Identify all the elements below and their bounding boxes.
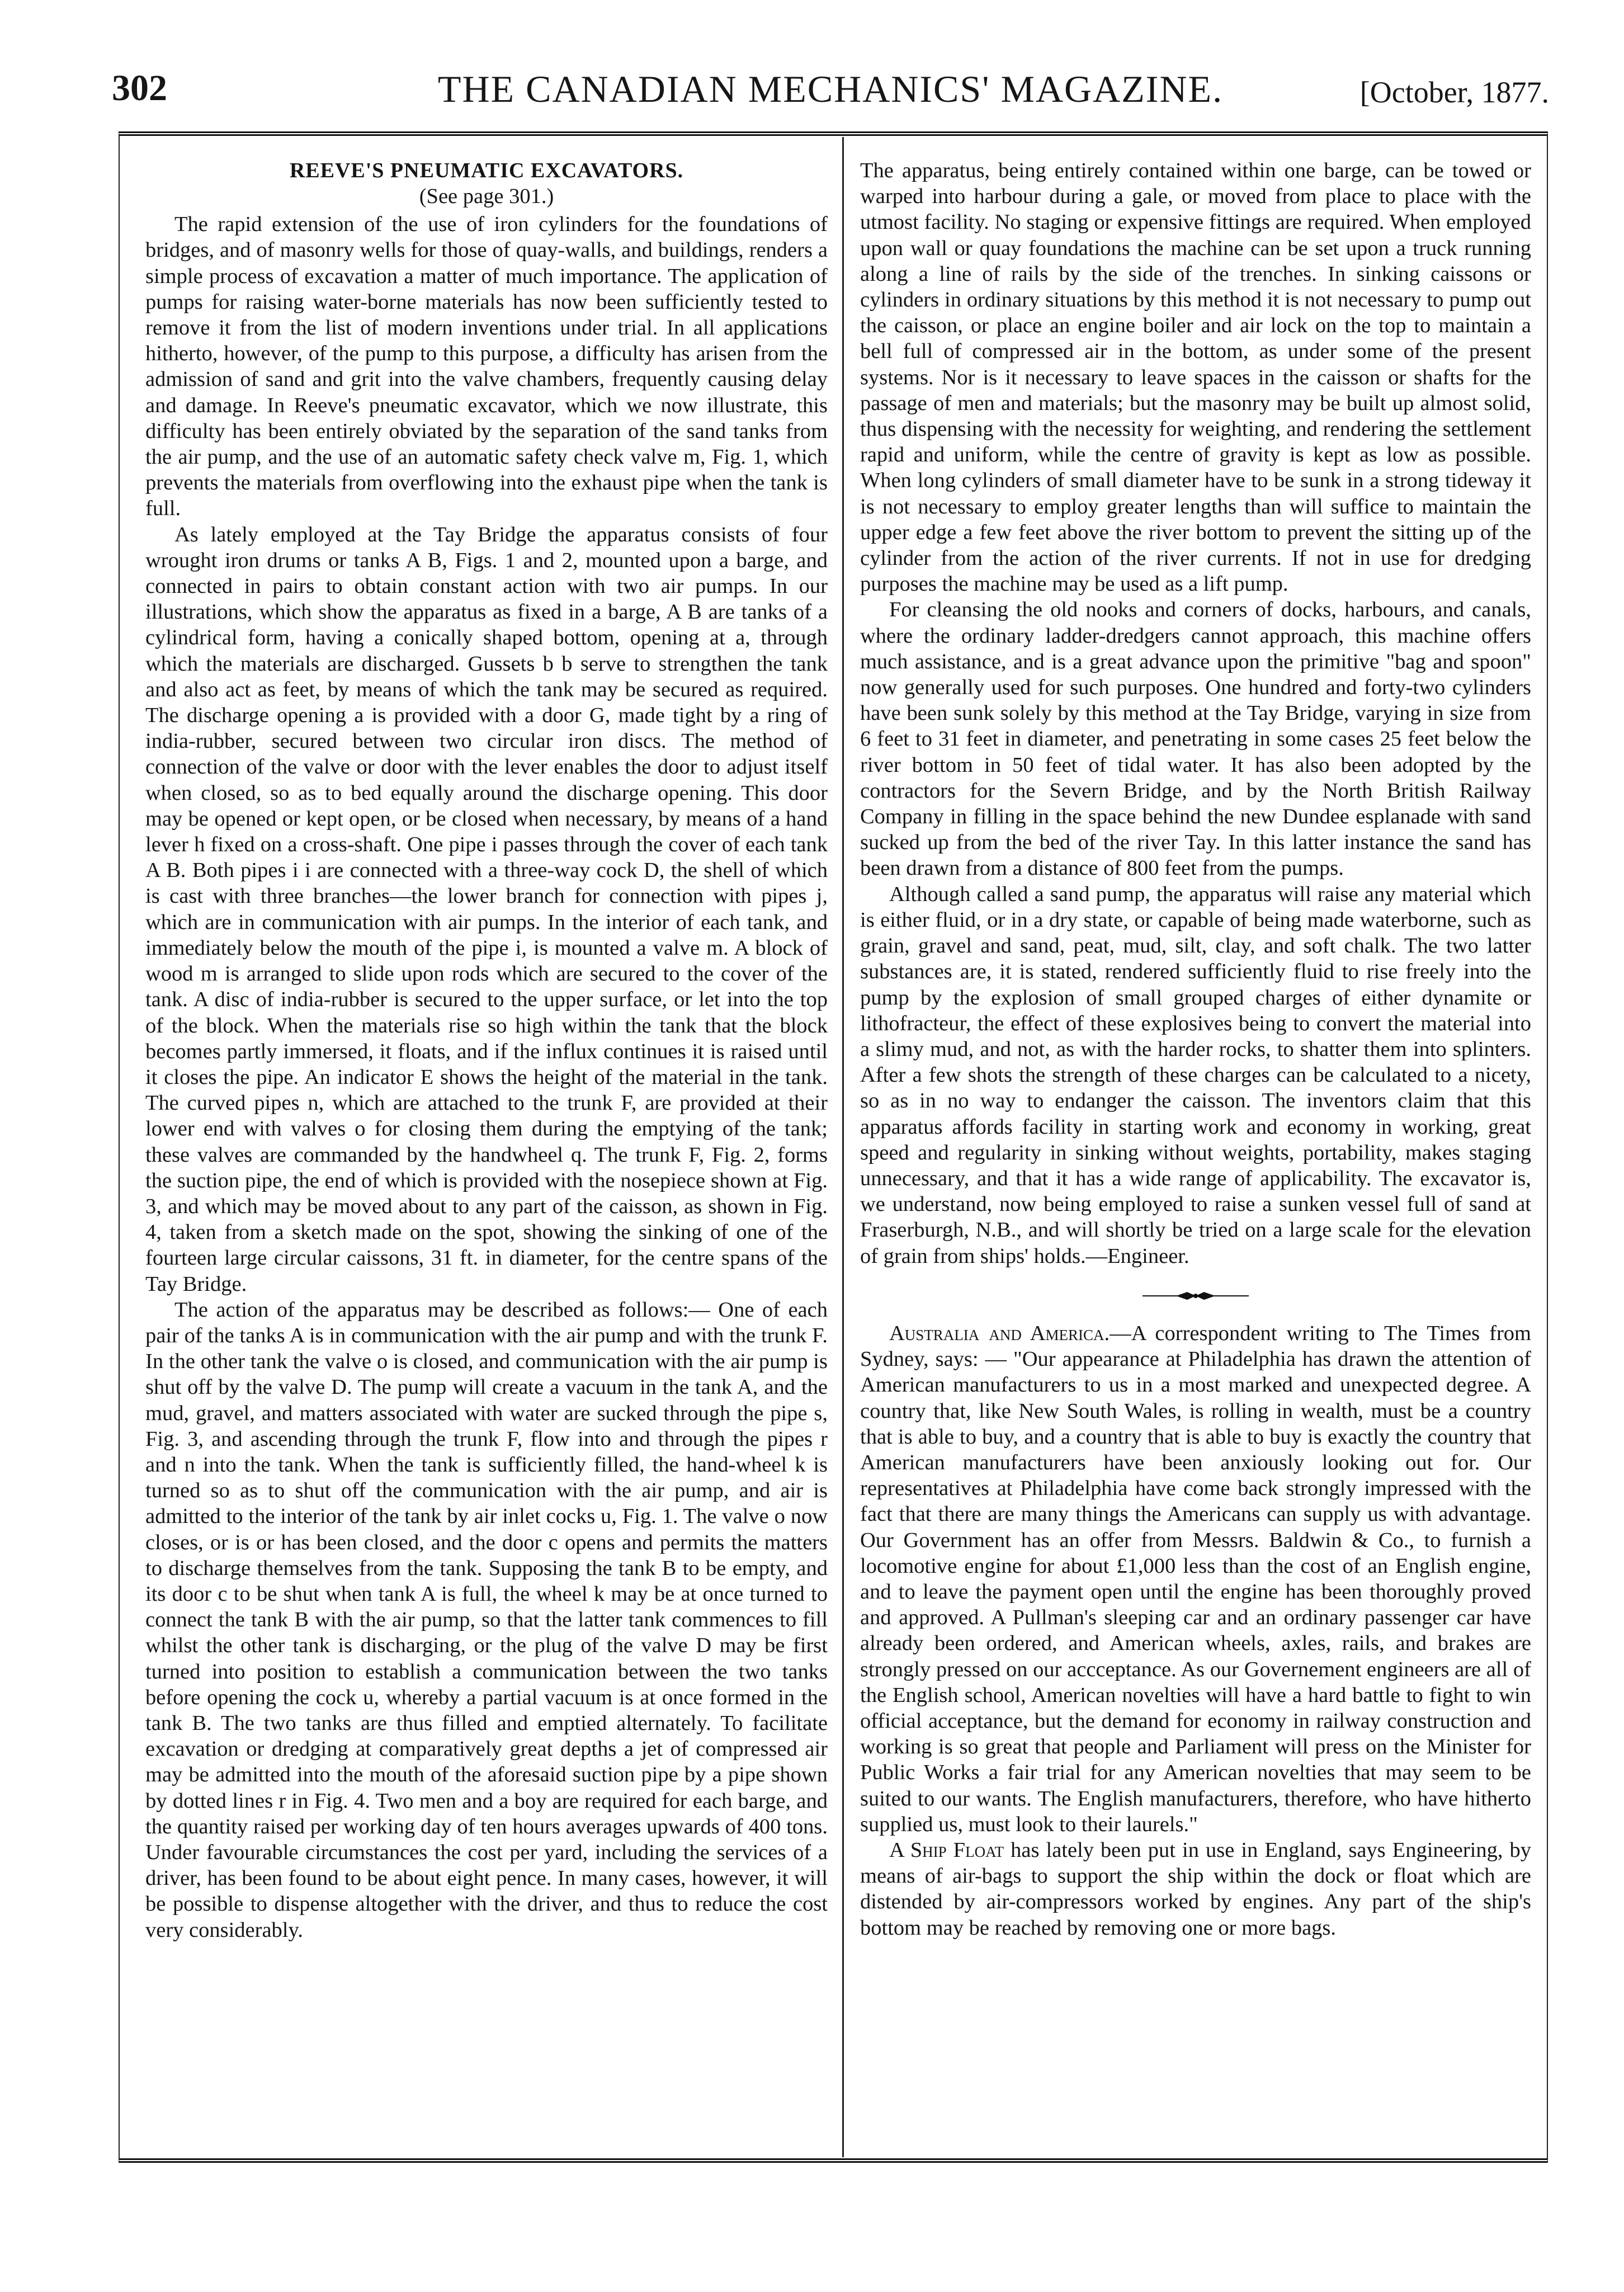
paragraph: For cleansing the old nooks and corners of docks, harbours, and canals, where the ordinary ladder-dredgers cannot approach, this machine offers much assistance, and is a great advance upon the primitive "bag and spoon" now generally used for such purposes. One hundred and forty-two cylinders have been sunk solely by this method at the Tay Bridge, varying in size from 6 feet to 31 feet in diameter, and penetrating in some cases 25 feet below the river bottom in 50 feet of tidal water. It has also been adopted by the contractors for the Severn Bridge, and by the North British Railway Company in filling in the space behind the new Dundee esplanade with sand sucked up from the bed of the river Tay. In this latter instance the sand has been drawn from a distance of 800 feet from the pumps. [860, 598, 1531, 880]
magazine-title: THE CANADIAN MECHANICS' MAGAZINE. [437, 68, 1224, 110]
page-number: 302 [112, 68, 167, 109]
column-divider [842, 137, 844, 2157]
right-column [860, 158, 1531, 1941]
section-ornament [860, 1282, 1531, 1308]
paragraph-body: has lately been put in use in England, says Engineering, by means of air-bags to support the ship within the dock or float which are distended by air-compressors worked by engines. Any part of the ship's bottom may be reached by removing one or more bags. [860, 1838, 1532, 1940]
paragraph-australia [860, 1321, 1531, 1837]
left-column [145, 158, 828, 1943]
paragraph: The apparatus, being entirely contained within one barge, can be towed or warped into harbour during a gale, or moved from place to place with the utmost facility. No staging or expensive fittings are required. When employed upon wall or quay foundations the machine can be set upon a truck running along a line of rails by the side of the trenches. In sinking caissons or cylinders in ordinary situations by this method it is not necessary to pump out the caisson, or place an engine boiler and air lock on the top to maintain a bell full of compressed air in the bottom, as under some of the present systems. Nor is it necessary to leave spaces in the caisson or shafts for the passage of men and materials; but the masonry may be built up almost solid, thus dispensing with the necessity for weighting, and rendering the settlement rapid and uniform, while the centre of gravity is kept as low as possible. When long cylinders of small diameter have to be sunk in a strong tideway it is not necessary to employ greater lengths than will suffice to maintain the upper edge a few feet above the river bottom to prevent the sitting up of the cylinder from the action of the river currents. If not in use for dredging purposes the machine may be used as a lift pump. [860, 159, 1531, 596]
paragraph: As lately employed at the Tay Bridge the apparatus consists of four wrought iron drums or tanks A B, Figs. 1 and 2, mounted upon a barge, and connected in pairs to obtain constant action with two air pumps. In our illustrations, which show the apparatus as fixed in a barge, A B are tanks of a cylindrical form, having a conically shaped bottom, opening at a, through which the materials are discharged. Gussets b b serve to strengthen the tank and also act as feet, by means of which the tank may be secured as required. The discharge opening a is provided with a door G, made tight by a ring of india-rubber, secured between two circular iron discs. The method of connection of the valve or door with the lever enables the door to adjust itself when closed, so as to bed equally around the discharge opening. This door may be opened or kept open, or be closed when necessary, by means of a hand lever h fixed on a cross-shaft. One pipe i passes through the cover of each tank A B. Both pipes i i are connected with a three-way cock D, the shell of which is cast with three branches—the lower branch for connection with pipes j, which are in communication with air pumps. In the interior of each tank, and immediately below the mouth of the pipe i, is mounted a valve m. A block of wood m is arranged to slide upon rods which are secured to the cover of the tank. A disc of india-rubber is secured to the upper surface, or let into the top of the block. When the materials rise so high within the tank that the block becomes partly immersed, it floats, and if the influx continues it is raised until it closes the pipe. An indicator E shows the height of the material in the tank. The curved pipes n, which are attached to the trunk F, are provided at their lower end with valves o for closing them during the emptying of the tank; these valves are commanded by the handwheel q. The trunk F, Fig. 2, forms the suction pipe, the end of which is provided with the nosepiece shown at Fig. 3, and which may be moved about to any part of the caisson, as shown in Fig. 4, taken from a sketch made on the spot, showing the sinking of one of the fourteen large circular caissons, 31 ft. in diameter, for the centre spans of the Tay Bridge. [145, 522, 828, 1296]
article-subtitle: (See page 301.) [419, 185, 554, 208]
paragraph: The rapid extension of the use of iron cylinders for the foundations of bridges, and of masonry wells for those of quay-walls, and buildings, renders a simple process of excavation a matter of much importance. The application of pumps for raising water-borne materials has now been sufficiently tested to remove it from the list of modern inventions under trial. In all applications hitherto, however, of the pump to this purpose, a difficulty has arisen from the admission of sand and grit into the valve chambers, frequently causing delay and damage. In Reeve's pneumatic excavator, which we now illustrate, this difficulty has been entirely obviated by the separation of the sand tanks from the air pump, and the use of an automatic safety check valve m, Fig. 1, which prevents the materials from overflowing into the exhaust pipe when the tank is full. [145, 213, 828, 521]
article-title: REEVE'S PNEUMATIC EXCAVATORS. [289, 159, 684, 182]
paragraph-lead: A Ship Float [889, 1838, 1004, 1862]
paragraph-body: —A correspondent writing to The Times from Sydney, says: — "Our appearance at Philadelphia has drawn the attention of American manufacturers to us in a most marked and unexpected degree. A country that, like New South Wales, is rolling in wealth, must be a country that is able to buy, and a country that is able to buy is exactly the country that American manufacturers have been anxiously looking out for. Our representatives at Philadelphia have come back strongly impressed with the fact that there are many things the Americans can supply us with advantage. Our Government has an offer from Messrs. Baldwin & Co., to furnish a locomotive engine for about £1,000 less than the cost of an English engine, and to leave the payment open until the engine has been thoroughly proved and approved. A Pullman's sleeping car and an ordinary passenger car have already been ordered, and American wheels, axles, rails, and brakes are strongly pressed on our accceptance. As our Governement engineers are all of the English school, American novelties will have a hard battle to fight to win official acceptance, but the demand for economy in railway construction and working is so great that people and Parliament will press on the Minister for Public Works a fair trial for any American novelties that may seem to be suited to our wants. The English manufacturers, therefore, who have hitherto supplied us, must look to their laurels." [860, 1321, 1532, 1836]
ornament-rule-icon [1143, 1290, 1249, 1302]
paragraph-lead: Australia and America. [889, 1321, 1110, 1345]
paragraph: Although called a sand pump, the apparatus will raise any material which is either fluid, or in a dry state, or capable of being made waterborne, such as grain, gravel and sand, peat, mud, silt, clay, and soft chalk. The two latter substances are, it is stated, rendered sufficiently fluid to rise freely into the pump by the explosion of small grouped charges of either dynamite or lithofracteur, the effect of these explosives being to convert the material into a slimy mud, and not, as with the harder rocks, to shatter them into splinters. After a few shots the strength of these charges can be calculated to a nicety, so as in no way to endanger the caisson. The inventors claim that this apparatus affords facility in starting work and economy in working, great speed and regularity in sinking without weights, portability, makes staging unnecessary, and that it has a wide range of applicability. The excavator is, we understand, now being employed to raise a sunken vessel full of sand at Fraserburgh, N.B., and will shortly be tried on a large scale for the elevation of grain from ships' holds.—Engineer. [860, 882, 1531, 1268]
issue-date: [October, 1877. [1359, 76, 1549, 109]
paragraph: The action of the apparatus may be described as follows:— One of each pair of the tanks A is in communication with the air pump and with the trunk F. In the other tank the valve o is closed, and communication with the air pump is shut off by the valve D. The pump will create a vacuum in the tank A, and the mud, gravel, and matters associated with water are sucked through the pipe s, Fig. 3, and ascending through the trunk F, flow into and through the pipes r and n into the tank. When the tank is sufficiently filled, the hand-wheel k is turned so as to shut off the communication with the air pump, and air is admitted to the interior of the tank by air inlet cocks u, Fig. 1. The valve o now closes, or is or has been closed, and the door c opens and permits the matters to discharge themselves from the tank. Supposing the tank B to be empty, and its door c to be shut when tank A is full, the wheel k may be at once turned to connect the tank B with the air pump, so that the latter tank commences to fill whilst the other tank is discharging, or the plug of the valve D may be first turned into position to establish a communication between the two tanks before opening the cock u, whereby a partial vacuum is at once formed in the tank B. The two tanks are thus filled and emptied alternately. To facilitate excavation or dredging at comparatively great depths a jet of compressed air may be admitted into the mouth of the aforesaid suction pipe by a pipe shown by dotted lines r in Fig. 4. Two men and a boy are required for each barge, and the quantity raised per working day of ten hours averages upwards of 400 tons. Under favourable circumstances the cost per yard, including the services of a driver, has been found to be about eight pence. In many cases, however, it will be possible to dispense altogether with the driver, and thus to reduce the cost very considerably. [145, 1298, 828, 1942]
page-header [112, 67, 1549, 129]
paragraph-ship-float [860, 1837, 1531, 1941]
